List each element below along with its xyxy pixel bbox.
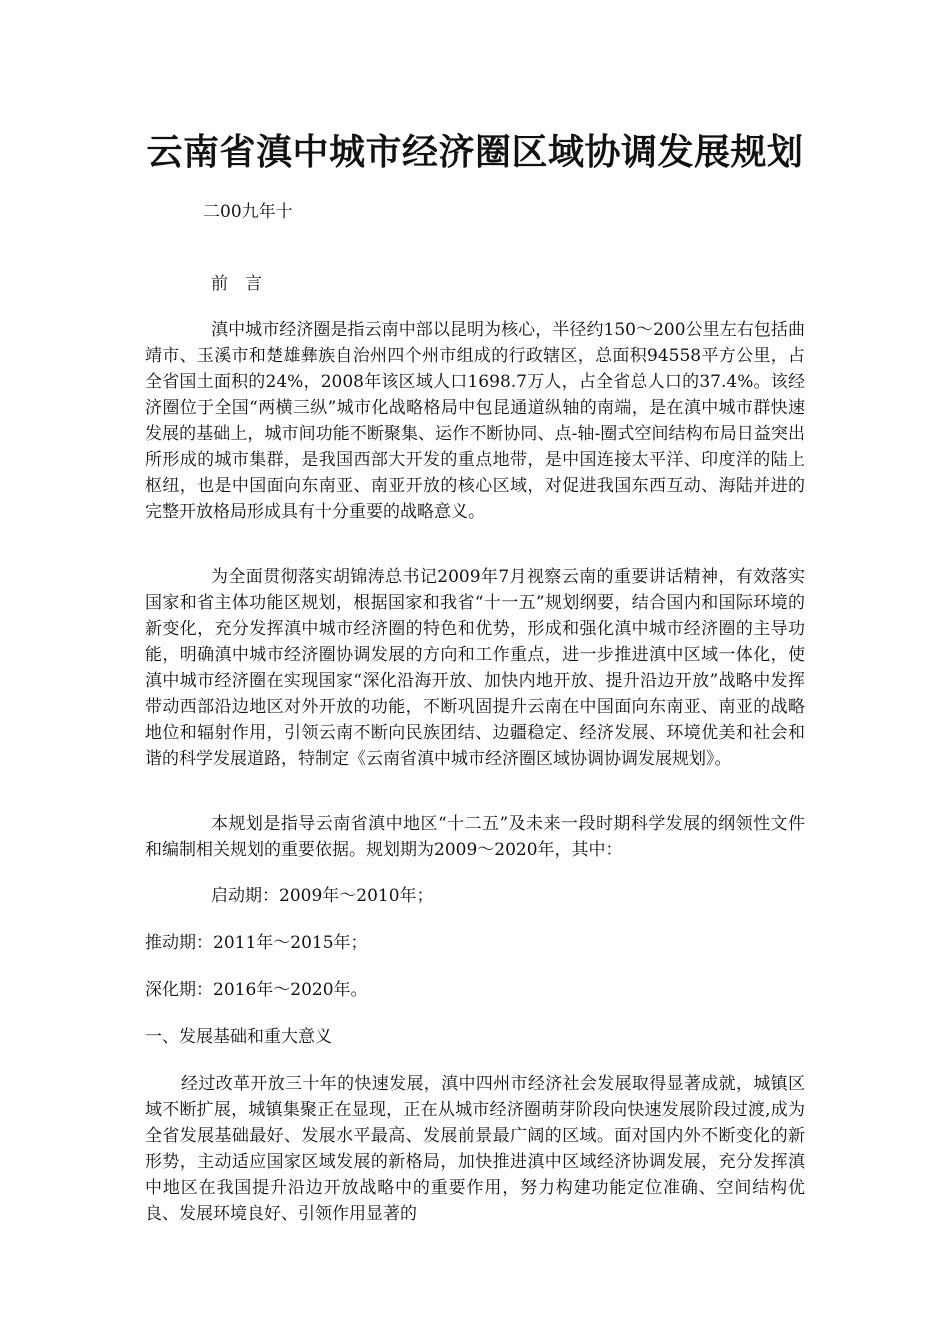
paragraph-scope: 本规划是指导云南省滇中地区“十二五”及未来一段时期科学发展的纲领性文件和编制相关规划的重要依据。规划期为2009～2020年，其中： (145, 814, 805, 860)
phase-start: 启动期：2009年～2010年； (211, 886, 434, 906)
paragraph-foundation: 经过改革开放三十年的快速发展，滇中四州市经济社会发展取得显著成就，城镇区域不断扩展，城镇集聚正在显现，正在从城市经济圈萌芽阶段向快速发展阶段过渡,成为全省发展基础最好、发展水平最高、发展前景最广阔的区域。面对国内外不断变化的新形势，主动适应国家区域发展的新格局，加快推进滇中区域经济协调发展，充分发挥滇中地区在我国提升沿边开放战略中的重要作用，努力构建功能定位准确、空间结构优良、发展环境良好、引领作用显著的 (145, 1074, 805, 1224)
phase-deepen: 深化期：2016年～2020年。 (145, 980, 368, 1000)
document-date: 二00九年十 (203, 202, 293, 222)
section-heading: 一、发展基础和重大意义 (145, 1027, 332, 1047)
paragraph-intro: 滇中城市经济圈是指云南中部以昆明为核心，半径约150～200公里左右包括曲靖市、玉溪市和楚雄彝族自治州四个州市组成的行政辖区，总面积94558平方公里，占全省国土面积的24%，2008年该区域人口1698.7万人，占全省总人口的37.4%。该经济圈位于全国“两横三纵”城市化战略格局中包昆通道纵轴的南端，是在滇中城市群快速发展的基础上，城市间功能不断聚集、运作不断协同、点-轴-圈式空间结构布局日益突出所形成的城市集群，是我国西部大开发的重点地带，是中国连接太平洋、印度洋的陆上枢纽，也是中国面向东南亚、南亚开放的核心区域，对促进我国东西互动、海陆并进的完整开放格局形成具有十分重要的战略意义。 (145, 320, 805, 522)
preface-heading: 前 言 (211, 274, 262, 294)
phase-push: 推动期：2011年～2015年； (145, 933, 368, 953)
paragraph-purpose: 为全面贯彻落实胡锦涛总书记2009年7月视察云南的重要讲话精神，有效落实国家和省主体功能区规划，根据国家和我省“十一五”规划纲要，结合国内和国际环境的新变化，充分发挥滇中城市经济圈的特色和优势，形成和强化滇中城市经济圈的主导功能，明确滇中城市经济圈协调发展的方向和工作重点，进一步推进滇中区域一体化，使滇中城市经济圈在实现国家“深化沿海开放、加快内地开放、提升沿边开放”战略中发挥带动西部沿边地区对外开放的功能，不断巩固提升云南在中国面向东南亚、南亚的战略地位和辐射作用，引领云南不断向民族团结、边疆稳定、经济发展、环境优美和社会和谐的科学发展道路，特制定《云南省滇中城市经济圈区域协调协调发展规划》。 (145, 567, 805, 769)
document-title: 云南省滇中城市经济圈区域协调发展规划 (146, 131, 804, 173)
